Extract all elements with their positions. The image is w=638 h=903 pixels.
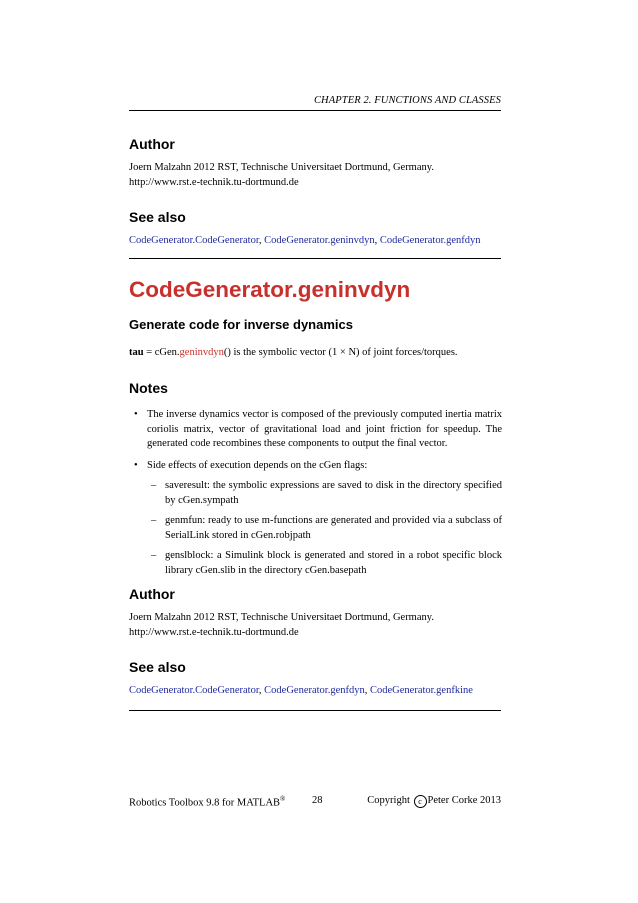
- note-item: • The inverse dynamics vector is composed of the previously computed inertia matrix coriolis matrix, vector of gravitational load and joint friction for speedup. The generated code recombines these components to output the final vector.: [129, 408, 502, 452]
- section-rule: [129, 258, 501, 259]
- author-section-2: [129, 586, 502, 640]
- section-rule: [129, 710, 501, 711]
- copyright-icon: c: [414, 795, 427, 808]
- see-also-link[interactable]: CodeGenerator.geninvdyn: [264, 235, 375, 246]
- see-also-section-2: [129, 659, 502, 698]
- header-rule: [129, 110, 501, 111]
- author-text: Joern Malzahn 2012 RST, Technische Universitaet Dortmund, Germany. http://www.rst.e-technik.tu-dortmund.de: [129, 162, 434, 188]
- registered-mark: ®: [280, 795, 286, 803]
- see-also-section-1: [129, 209, 502, 248]
- description-text: tau = cGen.geninvdyn() is the symbolic vector (1 × N) of joint forces/torques.: [129, 347, 458, 358]
- footer-copyright: Copyright c Peter Corke 2013: [367, 795, 501, 806]
- notes-heading: Notes: [129, 380, 168, 396]
- notes-list: [129, 408, 502, 578]
- author-heading: Author: [129, 586, 175, 602]
- see-also-link[interactable]: CodeGenerator.genfkine: [370, 685, 473, 696]
- flag-item: – saveresult: the symbolic expressions are saved to disk in the directory specified by cGen.sympath: [147, 479, 502, 508]
- running-head: CHAPTER 2. FUNCTIONS AND CLASSES: [313, 95, 501, 106]
- author-heading: Author: [129, 136, 175, 152]
- see-also-links: CodeGenerator.CodeGenerator, CodeGenerator.geninvdyn, CodeGenerator.genfdyn: [129, 235, 481, 246]
- see-also-link[interactable]: CodeGenerator.CodeGenerator: [129, 235, 259, 246]
- return-value: tau: [129, 347, 144, 358]
- notes-section: [129, 380, 502, 585]
- author-text: Joern Malzahn 2012 RST, Technische Universitaet Dortmund, Germany. http://www.rst.e-technik.tu-dortmund.de: [129, 612, 434, 638]
- note-item: • Side effects of execution depends on the cGen flags: – saveresult: the symbolic expressions are saved to disk in the directory specified by cGen.sympath – genmfun: ready to use m-functions are generated and provided via a subclass of SerialLink stored in cGen.robjpath – genslblock: a Simulink block is generated and stored in a robot specific block library cGen.slib in the directory cGen.basepath: [129, 459, 502, 579]
- page-footer: [129, 795, 501, 809]
- author-section-1: [129, 136, 502, 190]
- flag-item: – genmfun: ready to use m-functions are generated and provided via a subclass of SerialLink stored in cGen.robjpath: [147, 514, 502, 543]
- method-name: geninvdyn: [179, 347, 224, 358]
- entry-subtitle: Generate code for inverse dynamics: [129, 317, 353, 332]
- see-also-links: CodeGenerator.CodeGenerator, CodeGenerator.genfdyn, CodeGenerator.genfkine: [129, 685, 473, 696]
- entry-title: CodeGenerator.geninvdyn: [129, 277, 411, 302]
- entry-description: [129, 345, 502, 360]
- see-also-link[interactable]: CodeGenerator.genfdyn: [264, 685, 365, 696]
- see-also-heading: See also: [129, 209, 186, 225]
- flag-list: [147, 479, 502, 578]
- footer-title: Robotics Toolbox 9.8 for MATLAB®: [129, 795, 286, 809]
- see-also-heading: See also: [129, 659, 186, 675]
- see-also-link[interactable]: CodeGenerator.genfdyn: [379, 235, 481, 246]
- see-also-link[interactable]: CodeGenerator.CodeGenerator: [129, 685, 259, 696]
- page-number: 28: [312, 795, 323, 806]
- flag-item: – genslblock: a Simulink block is generated and stored in a robot specific block library cGen.slib in the directory cGen.basepath: [147, 549, 502, 578]
